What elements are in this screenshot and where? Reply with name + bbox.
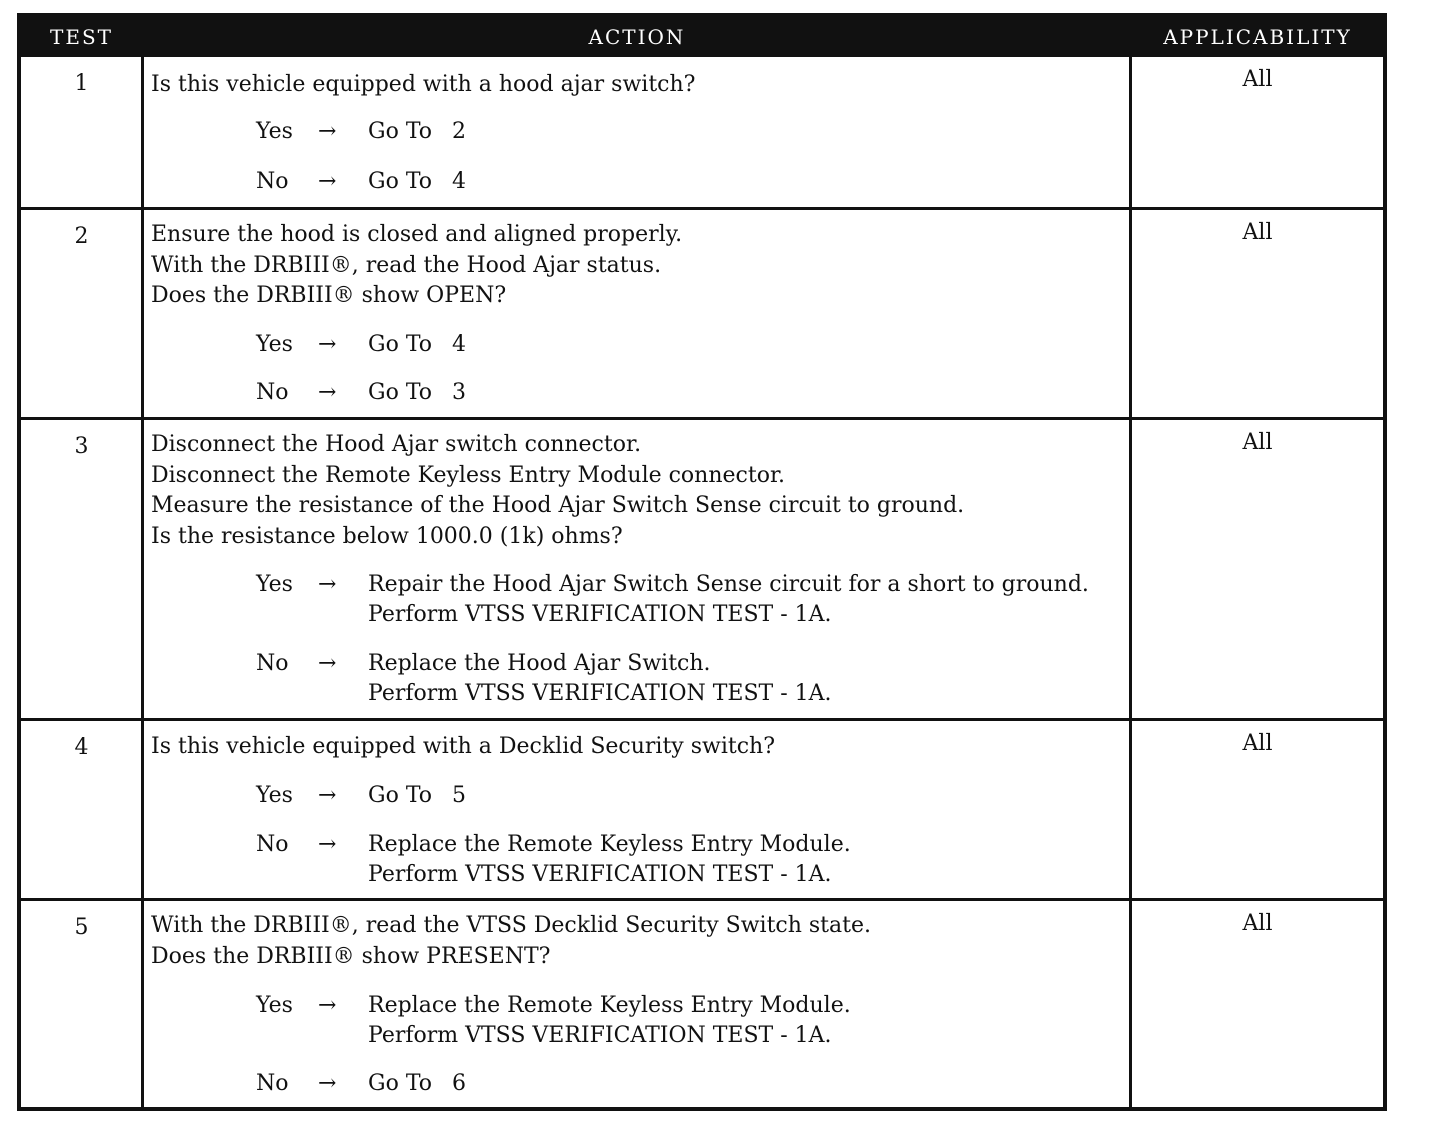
test-number: 5 xyxy=(74,915,89,940)
question-line: Ensure the hood is closed and aligned properly. xyxy=(151,222,683,247)
question-line: Disconnect the Hood Ajar switch connector. xyxy=(151,432,642,457)
header-action: ACTION xyxy=(588,25,686,49)
answer-result: Go To 6 xyxy=(368,1071,467,1096)
question-line: Does the DRBIII® show OPEN? xyxy=(151,283,507,308)
question-line: Does the DRBIII® show PRESENT? xyxy=(151,943,551,969)
arrow-icon: → xyxy=(318,119,337,144)
arrow-icon: → xyxy=(318,651,337,676)
test-number: 1 xyxy=(74,71,89,96)
table-row xyxy=(21,210,1383,420)
table-row xyxy=(21,57,1383,210)
answer-result: Go To 3 xyxy=(368,380,467,405)
header-applicability: APPLICABILITY xyxy=(1163,25,1352,49)
answer-result: Go To 4 xyxy=(368,169,467,194)
arrow-icon: → xyxy=(318,832,337,857)
answer-result: Repair the Hood Ajar Switch Sense circuit for a short to ground. Perform VTSS VERIFICATION TEST - 1A. xyxy=(368,572,1089,627)
arrow-icon: → xyxy=(318,993,337,1018)
header-test: TEST xyxy=(50,25,113,49)
arrow-icon: → xyxy=(318,332,337,357)
answer-result: Replace the Remote Keyless Entry Module. Perform VTSS VERIFICATION TEST - 1A. xyxy=(368,993,851,1048)
answer-label: No xyxy=(256,651,289,676)
test-number: 4 xyxy=(74,735,89,760)
arrow-icon: → xyxy=(318,169,337,194)
test-number: 3 xyxy=(74,434,89,459)
answer-result: Go To 5 xyxy=(368,783,467,808)
answer-label: Yes xyxy=(256,993,293,1018)
answer-result: Go To 4 xyxy=(368,332,467,357)
question xyxy=(151,430,1126,552)
question-line: Is the resistance below 1000.0 (1k) ohms? xyxy=(151,523,623,549)
applicability: All xyxy=(1242,430,1273,455)
question xyxy=(151,220,1126,312)
question-line: With the DRBIII®, read the VTSS Decklid Security Switch state. xyxy=(151,913,871,938)
arrow-icon: → xyxy=(318,783,337,808)
answer-result: Replace the Remote Keyless Entry Module. Perform VTSS VERIFICATION TEST - 1A. xyxy=(368,832,851,887)
diagnostic-table xyxy=(17,13,1387,1111)
applicability: All xyxy=(1242,220,1273,245)
question-line: Disconnect the Remote Keyless Entry Module connector. xyxy=(151,462,786,488)
answer-label: No xyxy=(256,380,289,405)
question-line: With the DRBIII®, read the Hood Ajar status. xyxy=(151,252,662,278)
test-number: 2 xyxy=(74,224,89,249)
answer-label: No xyxy=(256,169,289,194)
question xyxy=(151,911,1126,972)
answer-label: Yes xyxy=(256,119,293,144)
table-row xyxy=(21,901,1383,1111)
question xyxy=(151,732,1126,763)
question-line: Measure the resistance of the Hood Ajar Switch Sense circuit to ground. xyxy=(151,493,965,518)
answer-label: Yes xyxy=(256,572,293,597)
arrow-icon: → xyxy=(318,380,337,405)
applicability: All xyxy=(1242,731,1273,756)
table-header xyxy=(21,17,1383,57)
question xyxy=(151,70,1126,101)
answer-result: Go To 2 xyxy=(368,119,467,144)
answer-label: Yes xyxy=(256,332,293,357)
table-row xyxy=(21,420,1383,721)
answer-label: Yes xyxy=(256,783,293,808)
answer-label: No xyxy=(256,832,289,857)
applicability: All xyxy=(1242,67,1273,92)
table-row xyxy=(21,721,1383,901)
question-line: Is this vehicle equipped with a hood ajar switch? xyxy=(151,72,696,97)
question-line: Is this vehicle equipped with a Decklid Security switch? xyxy=(151,734,776,759)
answer-label: No xyxy=(256,1071,289,1096)
arrow-icon: → xyxy=(318,572,337,597)
applicability: All xyxy=(1242,911,1273,936)
arrow-icon: → xyxy=(318,1071,337,1096)
answer-result: Replace the Hood Ajar Switch. Perform VTSS VERIFICATION TEST - 1A. xyxy=(368,651,832,706)
